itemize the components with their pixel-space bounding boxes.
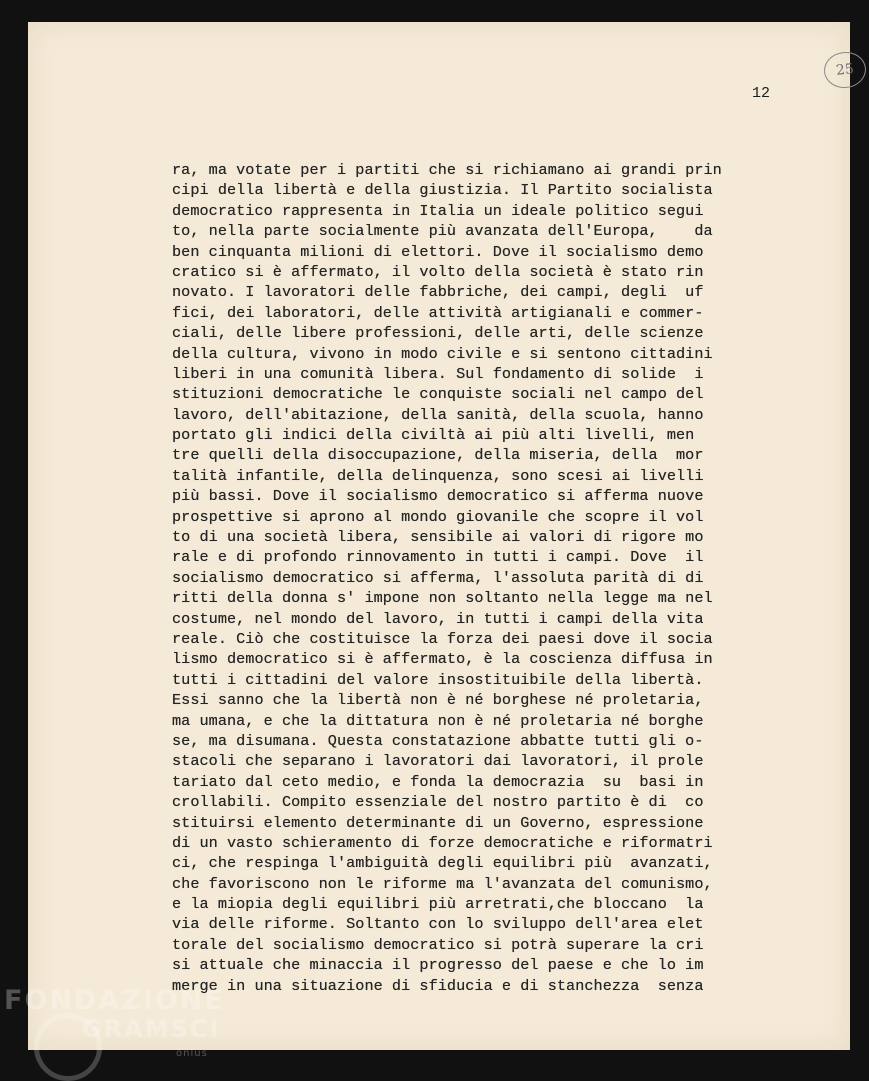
text-line: to di una società libera, sensibile ai valori di rigore mo xyxy=(172,528,704,547)
typewritten-body xyxy=(172,160,792,996)
text-line: costume, nel mondo del lavoro, in tutti i campi della vita xyxy=(172,609,704,628)
text-line: merge in una situazione di sfiducia e di stanchezza senza xyxy=(172,976,704,995)
watermark-line2: GRAMSCI xyxy=(82,1015,221,1043)
text-line: to, nella parte socialmente più avanzata dell'Europa, da xyxy=(172,222,713,241)
text-line: via delle riforme. Soltanto con lo sviluppo dell'area elet xyxy=(172,915,704,934)
text-line: lismo democratico si è affermato, è la coscienza diffusa in xyxy=(172,650,713,669)
text-line: democratico rappresenta in Italia un ideale politico segui xyxy=(172,201,704,220)
text-line: liberi in una comunità libera. Sul fondamento di solide i xyxy=(172,364,704,383)
text-line: tariato dal ceto medio, e fonda la democrazia su basi in xyxy=(172,772,704,791)
text-line: ci, che respinga l'ambiguità degli equilibri più avanzati, xyxy=(172,854,713,873)
text-line: prospettive si aprono al mondo giovanile che scopre il vol xyxy=(172,507,704,526)
text-line: ma umana, e che la dittatura non è né proletaria né borghe xyxy=(172,711,704,730)
text-line: ben cinquanta milioni di elettori. Dove il socialismo demo xyxy=(172,242,704,261)
text-line: stituirsi elemento determinante di un Governo, espressione xyxy=(172,813,704,832)
text-line: rale e di profondo rinnovamento in tutti i campi. Dove il xyxy=(172,548,704,567)
text-line: reale. Ciò che costituisce la forza dei paesi dove il socia xyxy=(172,629,713,648)
text-line: socialismo democratico si afferma, l'assoluta parità di di xyxy=(172,568,704,587)
text-line: che favoriscono non le riforme ma l'avanzata del comunismo, xyxy=(172,874,713,893)
text-line: se, ma disumana. Questa constatazione abbatte tutti gli o- xyxy=(172,731,704,750)
text-line: cipi della libertà e della giustizia. Il Partito socialista xyxy=(172,181,713,200)
text-line: ciali, delle libere professioni, delle arti, delle scienze xyxy=(172,324,704,343)
page-number: 12 xyxy=(752,85,771,102)
text-line: lavoro, dell'abitazione, della sanità, della scuola, hanno xyxy=(172,405,704,424)
text-line: novato. I lavoratori delle fabbriche, dei campi, degli uf xyxy=(172,283,704,302)
text-line: crollabili. Compito essenziale del nostro partito è di co xyxy=(172,793,704,812)
text-line: della cultura, vivono in modo civile e si sentono cittadini xyxy=(172,344,713,363)
text-line: stituzioni democratiche le conquiste sociali nel campo del xyxy=(172,385,704,404)
text-line: e la miopia degli equilibri più arretrati,che bloccano la xyxy=(172,895,704,914)
text-line: cratico si è affermato, il volto della società è stato rin xyxy=(172,262,704,281)
text-line: tutti i cittadini del valore insostituibile della libertà. xyxy=(172,670,704,689)
watermark xyxy=(4,985,244,1080)
text-line: fici, dei laboratori, delle attività artigianali e commer- xyxy=(172,303,704,322)
text-line: portato gli indici della civiltà ai più alti livelli, men xyxy=(172,426,695,445)
text-line: di un vasto schieramento di forze democratiche e riformatri xyxy=(172,833,713,852)
watermark-line1: FONDAZIONE xyxy=(4,985,225,1016)
archive-stamp: 25 xyxy=(822,50,868,90)
text-line: torale del socialismo democratico si potrà superare la cri xyxy=(172,935,704,954)
text-line: ra, ma votate per i partiti che si richiamano ai grandi prin xyxy=(172,161,722,179)
text-line: talità infantile, della delinquenza, sono scesi ai livelli xyxy=(172,466,704,485)
text-line: ritti della donna s' impone non soltanto nella legge ma nel xyxy=(172,589,713,608)
watermark-line3: onlus xyxy=(176,1048,208,1059)
text-line: tre quelli della disoccupazione, della miseria, della mor xyxy=(172,446,704,465)
text-line: si attuale che minaccia il progresso del paese e che lo im xyxy=(172,956,704,975)
text-line: stacoli che separano i lavoratori dai lavoratori, il prole xyxy=(172,752,704,771)
text-line: più bassi. Dove il socialismo democratico si afferma nuove xyxy=(172,487,704,506)
text-line: Essi sanno che la libertà non è né borghese né proletaria, xyxy=(172,691,704,710)
